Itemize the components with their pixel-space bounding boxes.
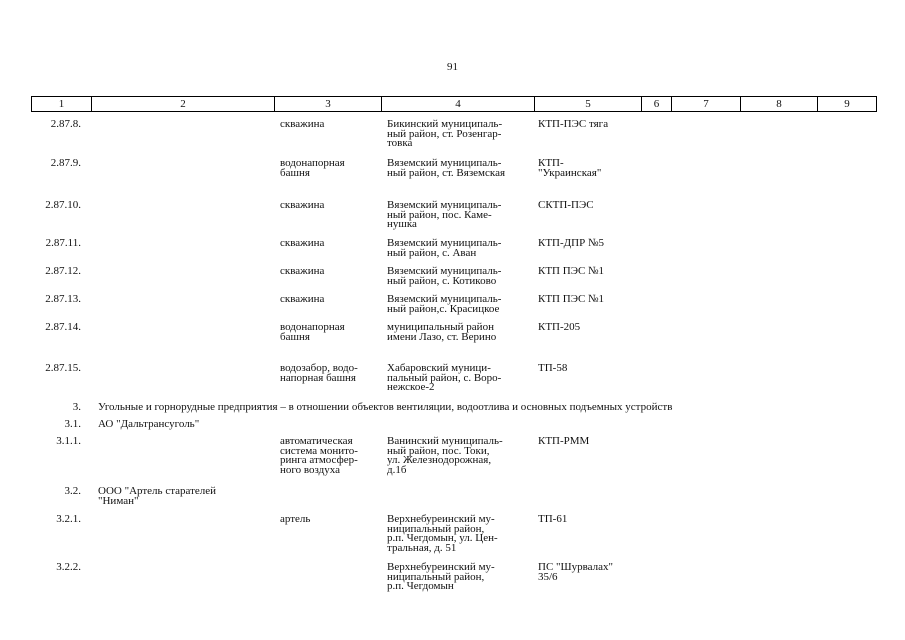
- substation: ТП-61: [538, 513, 568, 525]
- object-type: скважина: [280, 237, 325, 249]
- substation: ПС "Шурвалах" 35/6: [538, 561, 614, 583]
- row-number: 2.87.9.: [50, 157, 81, 169]
- row-number: 2.87.15.: [45, 362, 81, 374]
- column-header-4: 4: [382, 97, 535, 112]
- substation: КТП- "Украинская": [538, 157, 602, 179]
- object-location: Вяземский муниципаль- ный район, пос. Каме- нушка: [387, 199, 502, 230]
- row-number: 3.1.1.: [56, 435, 81, 447]
- section-number: 3.: [72, 401, 81, 413]
- section-title: Угольные и горнорудные предприятия – в отношении объектов вентиляции, водоотлива и основных подъемных устройств: [98, 401, 673, 413]
- object-location: Вяземский муниципаль- ный район, ст. Вяземская: [387, 157, 506, 179]
- object-location: Вяземский муниципаль- ный район, с. Котиково: [387, 265, 502, 287]
- object-location: Верхнебуреинский му- ниципальный район, р.п. Чегдомын, ул. Цен- тральная, д. 51: [387, 513, 498, 554]
- column-header-7: 7: [672, 97, 741, 112]
- object-type: водонапорная башня: [280, 157, 345, 179]
- substation: КТП-205: [538, 321, 581, 333]
- object-location: Ванинский муниципаль- ный район, пос. Токи, ул. Железнодорожная, д.1б: [387, 435, 503, 476]
- page-number: 91: [447, 61, 458, 73]
- object-type: скважина: [280, 199, 325, 211]
- object-type: скважина: [280, 265, 325, 277]
- object-type: водозабор, водо- напорная башня: [280, 362, 358, 384]
- substation: КТП ПЭС №1: [538, 265, 605, 277]
- object-location: Вяземский муниципаль- ный район, с. Аван: [387, 237, 502, 259]
- row-number: 2.87.8.: [50, 118, 81, 130]
- object-location: муниципальный район имени Лазо, ст. Верино: [387, 321, 497, 343]
- substation: КТП-ПЭС тяга: [538, 118, 609, 130]
- column-header-8: 8: [741, 97, 818, 112]
- section-number: 3.2.: [64, 485, 81, 497]
- object-location: Верхнебуреинский му- ниципальный район, р.п. Чегдомын: [387, 561, 495, 592]
- object-type: артель: [280, 513, 311, 525]
- row-number: 3.2.2.: [56, 561, 81, 573]
- row-number: 2.87.13.: [45, 293, 81, 305]
- row-number: 2.87.12.: [45, 265, 81, 277]
- object-location: Бикинский муниципаль- ный район, ст. Розенгар- товка: [387, 118, 503, 149]
- substation: ТП-58: [538, 362, 568, 374]
- substation: КТП-РММ: [538, 435, 590, 447]
- column-header-row: [32, 97, 877, 112]
- column-header-5: 5: [535, 97, 642, 112]
- object-location: Хабаровский муници- пальный район, с. Воро- нежское-2: [387, 362, 502, 393]
- object-type: скважина: [280, 293, 325, 305]
- column-header-9: 9: [818, 97, 877, 112]
- substation: КТП ПЭС №1: [538, 293, 605, 305]
- row-number: 2.87.10.: [45, 199, 81, 211]
- organization-name: ООО "Артель старателей "Ниман": [98, 485, 217, 507]
- substation: СКТП-ПЭС: [538, 199, 594, 211]
- object-type: водонапорная башня: [280, 321, 345, 343]
- row-number: 3.2.1.: [56, 513, 81, 525]
- column-header-2: 2: [92, 97, 275, 112]
- row-number: 2.87.11.: [45, 237, 81, 249]
- substation: КТП-ДПР №5: [538, 237, 604, 249]
- object-type: скважина: [280, 118, 325, 130]
- column-header-6: 6: [642, 97, 672, 112]
- section-number: 3.1.: [64, 418, 81, 430]
- column-header-table: [31, 96, 877, 112]
- column-header-3: 3: [275, 97, 382, 112]
- row-number: 2.87.14.: [45, 321, 81, 333]
- column-header-1: 1: [32, 97, 92, 112]
- organization-name: АО "Дальтрансуголь": [98, 418, 200, 430]
- object-type: автоматическая система монито- ринга атмосфер- ного воздуха: [280, 435, 358, 476]
- object-location: Вяземский муниципаль- ный район,с. Красицкое: [387, 293, 502, 315]
